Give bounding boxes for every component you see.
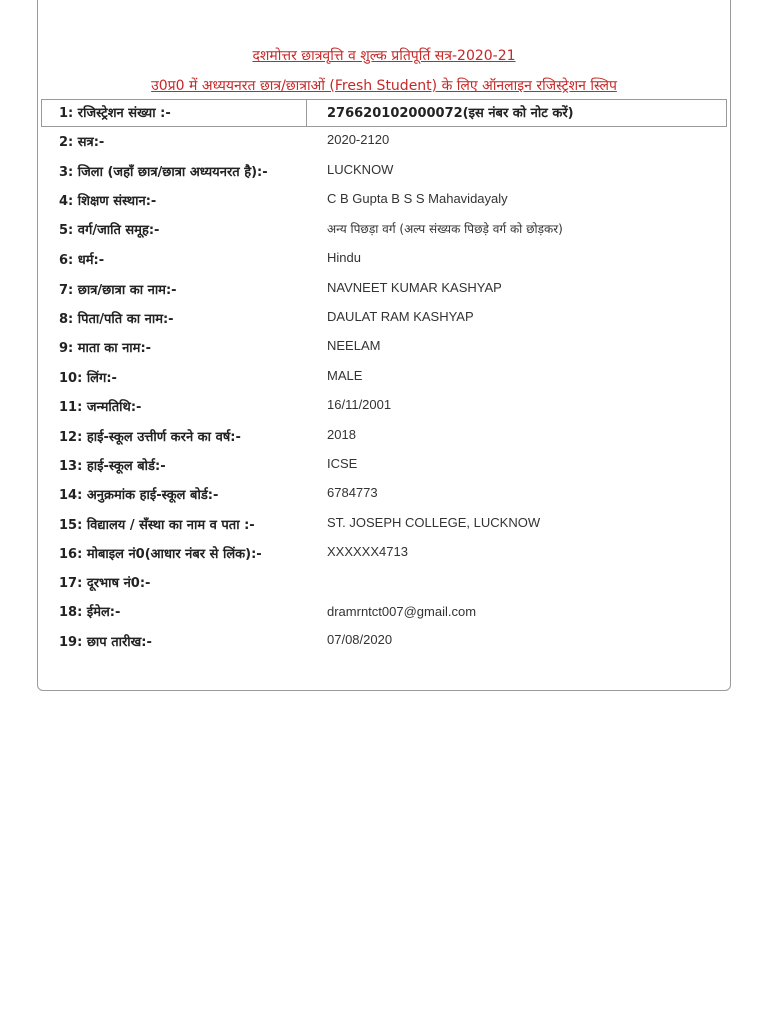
field-row-district bbox=[0, 162, 768, 182]
field-value: अन्य पिछड़ा वर्ग (अल्प संख्यक पिछड़े वर्ग को छोड़कर) bbox=[327, 222, 563, 236]
field-row-registration-number bbox=[0, 103, 768, 123]
field-label: 11: जन्मतिथि:- bbox=[59, 400, 142, 415]
field-value: XXXXXX4713 bbox=[327, 544, 408, 559]
field-value: NEELAM bbox=[327, 338, 381, 353]
field-value: NAVNEET KUMAR KASHYAP bbox=[327, 280, 502, 295]
field-row-category bbox=[0, 220, 768, 240]
field-row-phone-number bbox=[0, 573, 768, 593]
field-label: 8: पिता/पति का नाम:- bbox=[59, 312, 174, 327]
field-row-date-of-birth bbox=[0, 397, 768, 417]
field-value: Hindu bbox=[327, 250, 361, 265]
field-row-email bbox=[0, 602, 768, 622]
field-value: LUCKNOW bbox=[327, 162, 394, 177]
field-value: 07/08/2020 bbox=[327, 632, 393, 647]
field-label: 19: छाप तारीख:- bbox=[59, 635, 152, 650]
field-label: 4: शिक्षण संस्थान:- bbox=[59, 194, 157, 209]
field-row-session bbox=[0, 132, 768, 152]
field-label: 6: धर्म:- bbox=[59, 253, 105, 268]
field-row-institution bbox=[0, 191, 768, 211]
field-label: 16: मोबाइल नं0(आधार नंबर से लिंक):- bbox=[59, 547, 262, 562]
field-row-highschool-board bbox=[0, 456, 768, 476]
field-value: MALE bbox=[327, 368, 363, 383]
field-label: 13: हाई-स्कूल बोर्ड:- bbox=[59, 459, 166, 474]
field-row-mobile-number bbox=[0, 544, 768, 564]
field-row-highschool-year bbox=[0, 427, 768, 447]
field-label: 2: सत्र:- bbox=[59, 135, 105, 150]
field-value: 2018 bbox=[327, 427, 356, 442]
field-value: DAULAT RAM KASHYAP bbox=[327, 309, 474, 324]
field-label: 9: माता का नाम:- bbox=[59, 341, 152, 356]
field-row-gender bbox=[0, 368, 768, 388]
field-value: 27662010200007​2(इस नंबर को नोट करें) bbox=[327, 106, 574, 121]
field-value: C B Gupta B S S Mahavidayaly bbox=[327, 191, 508, 206]
field-row-student-name bbox=[0, 280, 768, 300]
field-label: 10: लिंग:- bbox=[59, 371, 117, 386]
field-value: 16/11/2001 bbox=[327, 397, 392, 412]
field-value: 2020-2120 bbox=[327, 132, 390, 147]
field-value: ST. JOSEPH COLLEGE, LUCKNOW bbox=[327, 515, 541, 530]
field-label: 5: वर्ग/जाति समूह:- bbox=[59, 223, 160, 238]
field-label: 17: दूरभाष नं0:- bbox=[59, 576, 151, 591]
field-row-religion bbox=[0, 250, 768, 270]
field-row-print-date bbox=[0, 632, 768, 652]
field-label: 18: ईमेल:- bbox=[59, 605, 121, 620]
field-row-father-name bbox=[0, 309, 768, 329]
slip-title: दशमोत्तर छात्रवृत्ति व शुल्क प्रतिपूर्ति सत्र-2020-21 bbox=[252, 48, 516, 64]
field-value: dramrntct007@gmail.com bbox=[327, 604, 477, 619]
field-row-mother-name bbox=[0, 338, 768, 358]
field-label: 3: जिला (जहाँ छात्र/छात्रा अध्ययनरत है):- bbox=[59, 165, 268, 180]
field-label: 12: हाई-स्कूल उत्तीर्ण करने का वर्ष:- bbox=[59, 430, 241, 445]
field-label: 7: छात्र/छात्रा का नाम:- bbox=[59, 283, 177, 298]
field-label: 1: रजिस्ट्रेशन संख्या :- bbox=[59, 106, 171, 121]
field-row-school-name-address bbox=[0, 515, 768, 535]
field-label: 14: अनुक्रमांक हाई-स्कूल बोर्ड:- bbox=[59, 488, 219, 503]
field-row-highschool-roll-number bbox=[0, 485, 768, 505]
field-value: ICSE bbox=[327, 456, 358, 471]
field-value: 6784773 bbox=[327, 485, 378, 500]
slip-subtitle: उ0प्र0 में अध्ययनरत छात्र/छात्राओं (Fresh Student) के लिए ऑनलाइन रजिस्ट्रेशन स्लिप bbox=[151, 78, 617, 94]
field-label: 15: विद्यालय / सँस्था का नाम व पता :- bbox=[59, 518, 255, 533]
